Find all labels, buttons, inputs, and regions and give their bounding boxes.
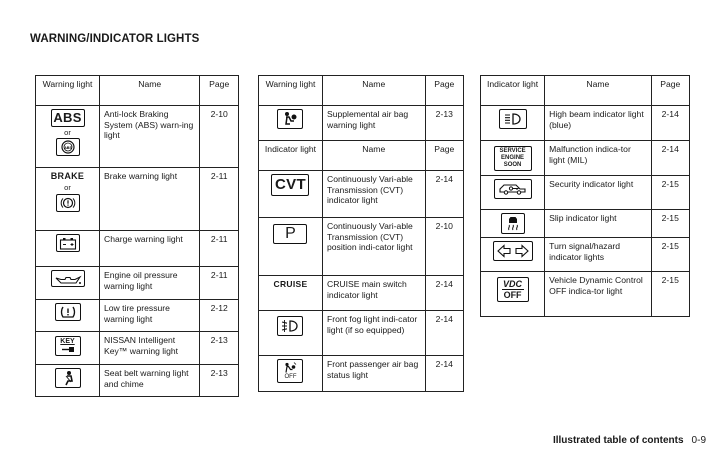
- table-row: [259, 218, 464, 276]
- row-name: Slip indicator light: [545, 210, 651, 238]
- indicator-lights-table: [480, 75, 690, 317]
- svg-text:ABS: ABS: [63, 146, 72, 151]
- brake-icon: BRAKE: [50, 171, 85, 181]
- row-page: 2-13: [200, 365, 239, 397]
- header-page: Page: [425, 141, 463, 171]
- table-row: [36, 231, 239, 267]
- row-name: High beam indicator light (blue): [545, 106, 651, 141]
- row-page: 2-10: [425, 218, 463, 276]
- row-page: 2-13: [425, 106, 463, 141]
- row-name: Security indicator light: [545, 176, 651, 210]
- row-name: Charge warning light: [100, 231, 200, 267]
- passenger-airbag-off-icon: [277, 359, 303, 383]
- brake-icon-cell: [36, 168, 100, 231]
- or-label: or: [64, 128, 71, 137]
- row-page: 2-14: [425, 171, 463, 218]
- table-row: [481, 106, 690, 141]
- row-page: 2-15: [651, 176, 689, 210]
- table-row: [36, 106, 239, 168]
- row-page: 2-14: [425, 311, 463, 356]
- vdc-off-icon: [497, 277, 529, 302]
- off-label: OFF: [284, 374, 297, 380]
- table-row: [259, 276, 464, 311]
- row-name: NISSAN Intelligent Key™ warning light: [100, 332, 200, 365]
- row-page: 2-10: [200, 106, 239, 168]
- header-page: Page: [425, 76, 463, 106]
- row-name: Anti-lock Braking System (ABS) warn-ing light: [100, 106, 200, 168]
- tire-pressure-icon: [55, 303, 81, 321]
- airbag-icon: [277, 109, 303, 129]
- page-number: 0-9: [691, 435, 706, 446]
- warning-lights-table-2: [258, 75, 464, 392]
- cruise-icon: CRUISE: [273, 279, 308, 289]
- slip-icon: [501, 213, 525, 234]
- front-fog-light-icon: [277, 316, 303, 336]
- footer-section-title: Illustrated table of contents: [552, 435, 684, 446]
- header-name: Name: [322, 141, 425, 171]
- key-icon-label: KEY: [60, 338, 75, 345]
- service-engine-soon-icon: [494, 146, 532, 171]
- row-name: Continuously Vari-able Transmission (CVT) position indi-cator light: [322, 218, 425, 276]
- row-name: Continuously Vari-able Transmission (CVT) indicator light: [322, 171, 425, 218]
- row-page: 2-13: [200, 332, 239, 365]
- row-name: Front fog light indi-cator light (if so equipped): [322, 311, 425, 356]
- row-name: CRUISE main switch indicator light: [322, 276, 425, 311]
- header-warning-light: Warning light: [259, 76, 323, 106]
- header-indicator-light: Indicator light: [259, 141, 323, 171]
- row-page: 2-15: [651, 210, 689, 238]
- row-page: 2-14: [425, 356, 463, 392]
- header-page: Page: [651, 76, 689, 106]
- vdc-label: VDC: [503, 279, 523, 290]
- row-page: 2-14: [651, 106, 689, 141]
- table-row: [36, 332, 239, 365]
- page-footer: [553, 435, 706, 446]
- row-page: 2-11: [200, 168, 239, 231]
- row-name: Front passenger air bag status light: [322, 356, 425, 392]
- table-row: [36, 365, 239, 397]
- row-page: 2-11: [200, 267, 239, 300]
- header-indicator-light: Indicator light: [481, 76, 545, 106]
- row-name: Brake warning light: [100, 168, 200, 231]
- table-row: [259, 171, 464, 218]
- row-page: 2-11: [200, 231, 239, 267]
- table-row: [481, 272, 690, 317]
- header-page: Page: [200, 76, 239, 106]
- table-row: [481, 238, 690, 272]
- abs-circle-icon: [56, 138, 80, 156]
- header-name: Name: [322, 76, 425, 106]
- header-name: Name: [545, 76, 651, 106]
- oil-can-icon: [51, 270, 85, 287]
- warning-lights-table-1: [35, 75, 239, 397]
- table-row: [259, 311, 464, 356]
- row-name: Turn signal/hazard indicator lights: [545, 238, 651, 272]
- table-row: [36, 168, 239, 231]
- table-row: [481, 141, 690, 176]
- abs-icon: ABS: [51, 109, 85, 127]
- row-name: Seat belt warning light and chime: [100, 365, 200, 397]
- row-name: Engine oil pressure warning light: [100, 267, 200, 300]
- page-title: WARNING/INDICATOR LIGHTS: [30, 33, 200, 45]
- row-name: Low tire pressure warning light: [100, 300, 200, 332]
- table-row: [481, 176, 690, 210]
- table-row: [36, 267, 239, 300]
- row-name: Malfunction indica-tor light (MIL): [545, 141, 651, 176]
- table-row: [36, 300, 239, 332]
- battery-icon: [56, 234, 80, 252]
- abs-icon-cell: [36, 106, 100, 168]
- header-warning-light: Warning light: [36, 76, 100, 106]
- row-page: 2-14: [651, 141, 689, 176]
- seat-belt-icon: [55, 368, 81, 388]
- engine-label: ENGINE: [501, 155, 525, 161]
- table-row: [259, 106, 464, 141]
- high-beam-icon: [499, 109, 527, 129]
- row-page: 2-12: [200, 300, 239, 332]
- security-car-key-icon: [494, 179, 532, 199]
- row-page: 2-14: [425, 276, 463, 311]
- row-page: 2-15: [651, 272, 689, 317]
- cvt-position-icon: P: [273, 224, 307, 244]
- or-label: or: [64, 183, 71, 193]
- row-page: 2-15: [651, 238, 689, 272]
- row-name: Vehicle Dynamic Control OFF indica-tor light: [545, 272, 651, 317]
- service-label: SERVICE: [499, 148, 526, 154]
- header-name: Name: [100, 76, 200, 106]
- key-icon: [55, 336, 81, 356]
- soon-label: SOON: [503, 162, 522, 168]
- row-name: Supplemental air bag warning light: [322, 106, 425, 141]
- turn-signal-icon: [493, 241, 533, 261]
- brake-circle-icon: [56, 194, 80, 212]
- table-row: [259, 356, 464, 392]
- off-label: OFF: [503, 290, 522, 301]
- cvt-icon: CVT: [271, 174, 309, 196]
- table-row: [481, 210, 690, 238]
